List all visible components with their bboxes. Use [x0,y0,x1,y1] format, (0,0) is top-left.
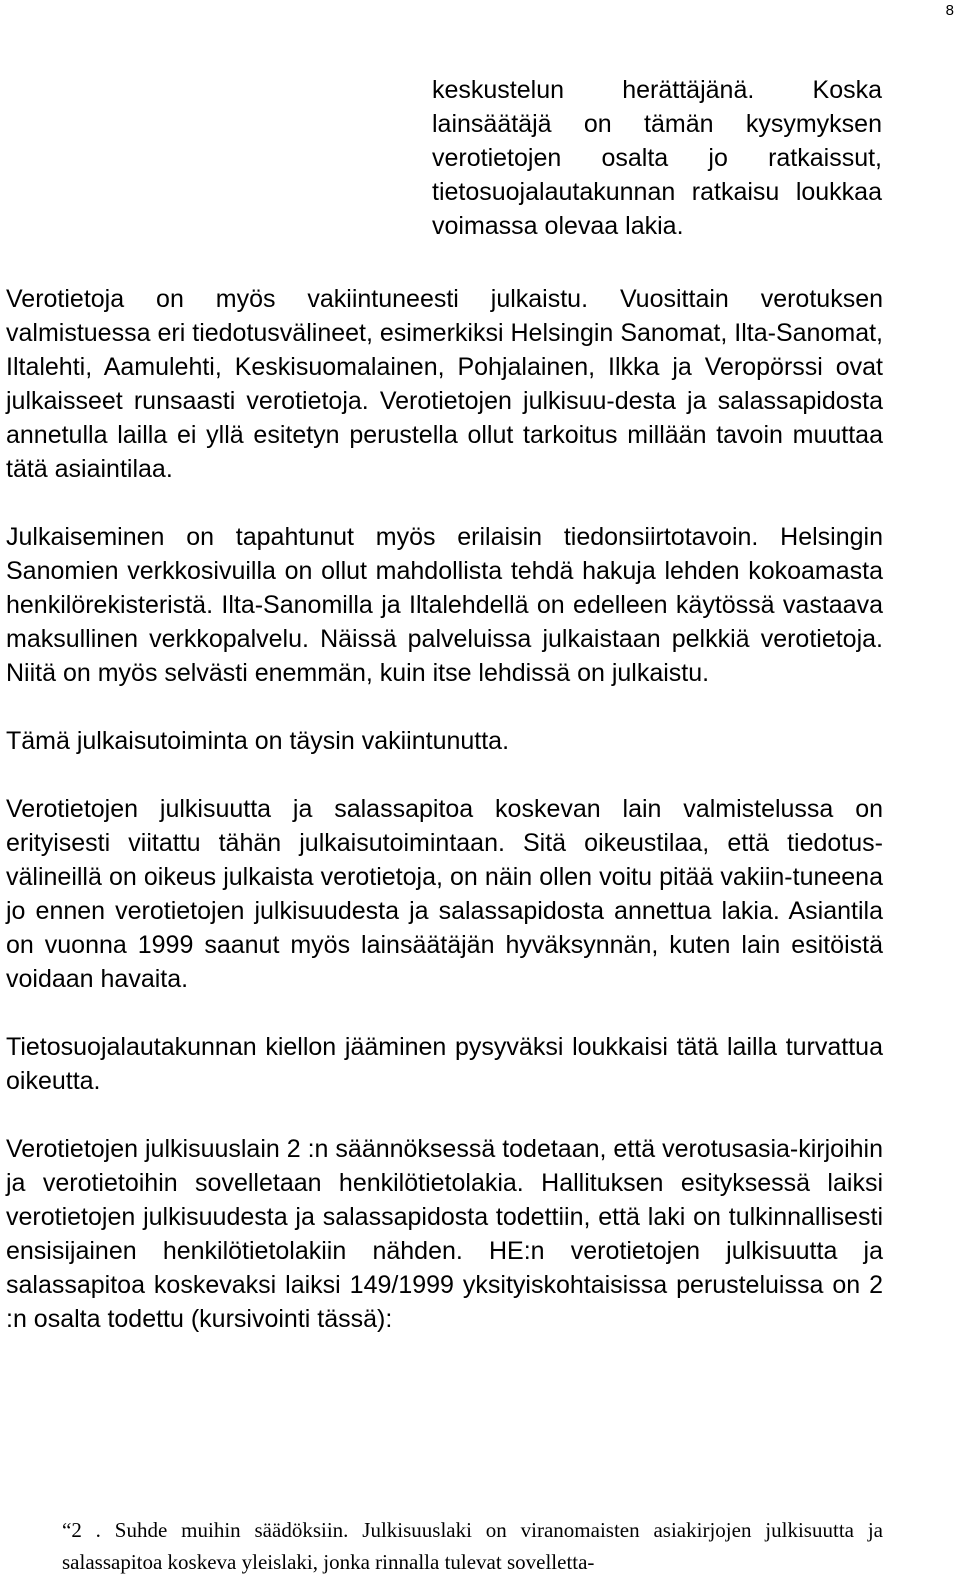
quoted-text: “2 . Suhde muihin säädöksiin. Julkisuuslaki on viranomaisten asiakirjojen julkisuutta ja salassapitoa koskeva yleislaki, jonka rinnalla tulevat sovelletta- [62,1518,883,1574]
paragraph-5: Tietosuojalautakunnan kiellon jääminen pysyväksi loukkaisi tätä lailla turvattua oikeutta. [6,1033,883,1095]
paragraph-4: Verotietojen julkisuutta ja salassapitoa koskevan lain valmistelussa on erityisesti viitattu tähän julkaisutoimintaan. Sitä oikeustilaa, että tiedotus-välineillä on oikeus julkaista verotietoja, on näin ollen voitu pitää vakiin-tuneena jo ennen verotietojen julkisuudesta ja salassapidosta annettua lakia. Asiantila on vuonna 1999 saanut myös lainsäätäjän hyväksynnän, kuten lain esitöistä voidaan havaita. [6,795,883,993]
page-number: 8 [945,2,954,19]
paragraph-1: Verotietoja on myös vakiintuneesti julkaistu. Vuosittain verotuksen valmistuessa eri tiedotusvälineet, esimerkiksi Helsingin Sanomat, Ilta-Sanomat, Iltalehti, Aamulehti, Keskisuomalainen, Pohjalainen, Ilkka ja Veropörssi ovat julkaisseet runsaasti verotietoja. Verotietojen julkisuu-desta ja salassapidosta annetulla lailla ei yllä esitetyn perustella ollut tarkoitus millään tavoin muuttaa tätä asiaintilaa. [6,285,883,483]
body-text [6,282,883,1370]
indented-paragraph-block [432,73,882,243]
indented-paragraph: keskustelun herättäjänä. Koska lainsäätäjä on tämän kysymyksen verotietojen osalta jo ratkaissut, tietosuojalautakunnan ratkaisu loukkaa voimassa olevaa lakia. [432,76,882,240]
paragraph-6: Verotietojen julkisuuslain 2 :n säännöksessä todetaan, että verotusasia-kirjoihin ja verotietoihin sovelletaan henkilötietolakia. Hallituksen esityksessä laiksi verotietojen julkisuudesta ja salassapidosta todettiin, että laki on tulkinnallisesti ensisijainen henkilötietolakiin nähden. HE:n verotietojen julkisuutta ja salassapitoa koskevaksi laiksi 149/1999 yksityiskohtaisissa perusteluissa on 2 :n osalta todettu (kursivointi tässä): [6,1135,883,1333]
paragraph-2: Julkaiseminen on tapahtunut myös erilaisin tiedonsiirtotavoin. Helsingin Sanomien verkkosivuilla on ollut mahdollista tehdä hakuja lehden kokoamasta henkilörekisteristä. Ilta-Sanomilla ja Iltalehdellä on edelleen käytössä vastaava maksullinen verkkopalvelu. Näissä palveluissa julkaistaan pelkkiä verotietoja. Niitä on myös selvästi enemmän, kuin itse lehdissä on julkaistu. [6,523,883,687]
paragraph-3: Tämä julkaisutoiminta on täysin vakiintunutta. [6,727,510,755]
